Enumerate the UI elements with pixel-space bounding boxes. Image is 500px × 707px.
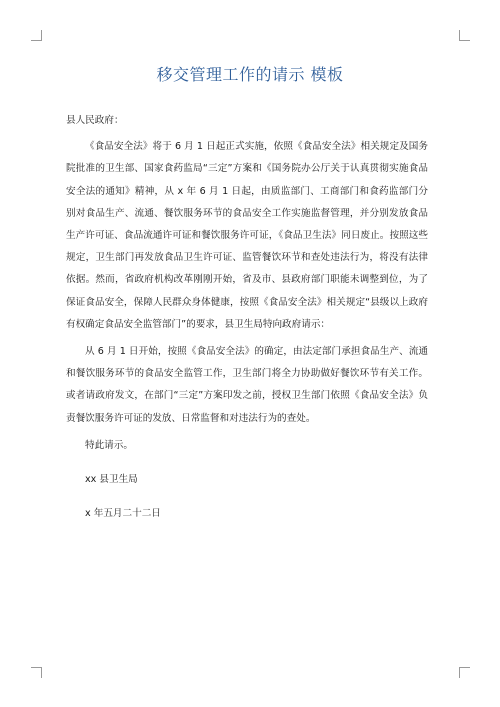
- body-paragraph-1: 《食品安全法》将于 6 月 1 日起正式实施，依照《食品安全法》相关规定及国务院批准的卫生部、国家食药监局“三定”方案和《国务院办公厅关于认真贯彻实施食品安全法的通知》精神，从 x 年 6 月 1 日起，由质监部门、工商部门和食药监部门分别对食品生产、流通、餐饮服务环节的食品安全工作实施监督管理，并分别发放食品生产许可证、食品流通许可证和餐饮服务许可证，《食品卫生法》同日废止。按照这些规定，卫生部门再发放食品卫生许可证、监管餐饮环节和查处违法行为，将没有法律依据。然而，省政府机构改革刚刚开始，省及市、县政府部门职能未调整到位，为了保证食品安全，保障人民群众身体健康，按照《食品安全法》相关规定“县级以上政府有权确定食品安全监管部门”的要求，县卫生局特向政府请示：: [66, 141, 428, 330]
- page-corner-mark-bottom-right: [459, 667, 470, 678]
- body-paragraph-2: 从 6 月 1 日开始，按照《食品安全法》的确定，由法定部门承担食品生产、流通和餐饮服务环节的食品安全监管工作，卫生部门将全力协助做好餐饮环节有关工作。或者请政府发文，在部门“三定”方案印发之前，授权卫生部门依照《食品安全法》负责餐饮服务许可证的发放、日常监督和对违法行为的查处。: [66, 346, 428, 424]
- page-corner-mark-top-right: [459, 30, 470, 41]
- date-line: x 年五月二十二日: [85, 508, 161, 520]
- signature: xx 县卫生局: [85, 474, 138, 486]
- page-corner-mark-top-left: [31, 30, 42, 41]
- page-corner-mark-bottom-left: [31, 667, 42, 678]
- document-body: [66, 110, 428, 537]
- salutation: 县人民政府：: [66, 115, 124, 126]
- closing-remark: 特此请示。: [85, 439, 133, 451]
- document-title: 移交管理工作的请示 模板: [156, 65, 344, 84]
